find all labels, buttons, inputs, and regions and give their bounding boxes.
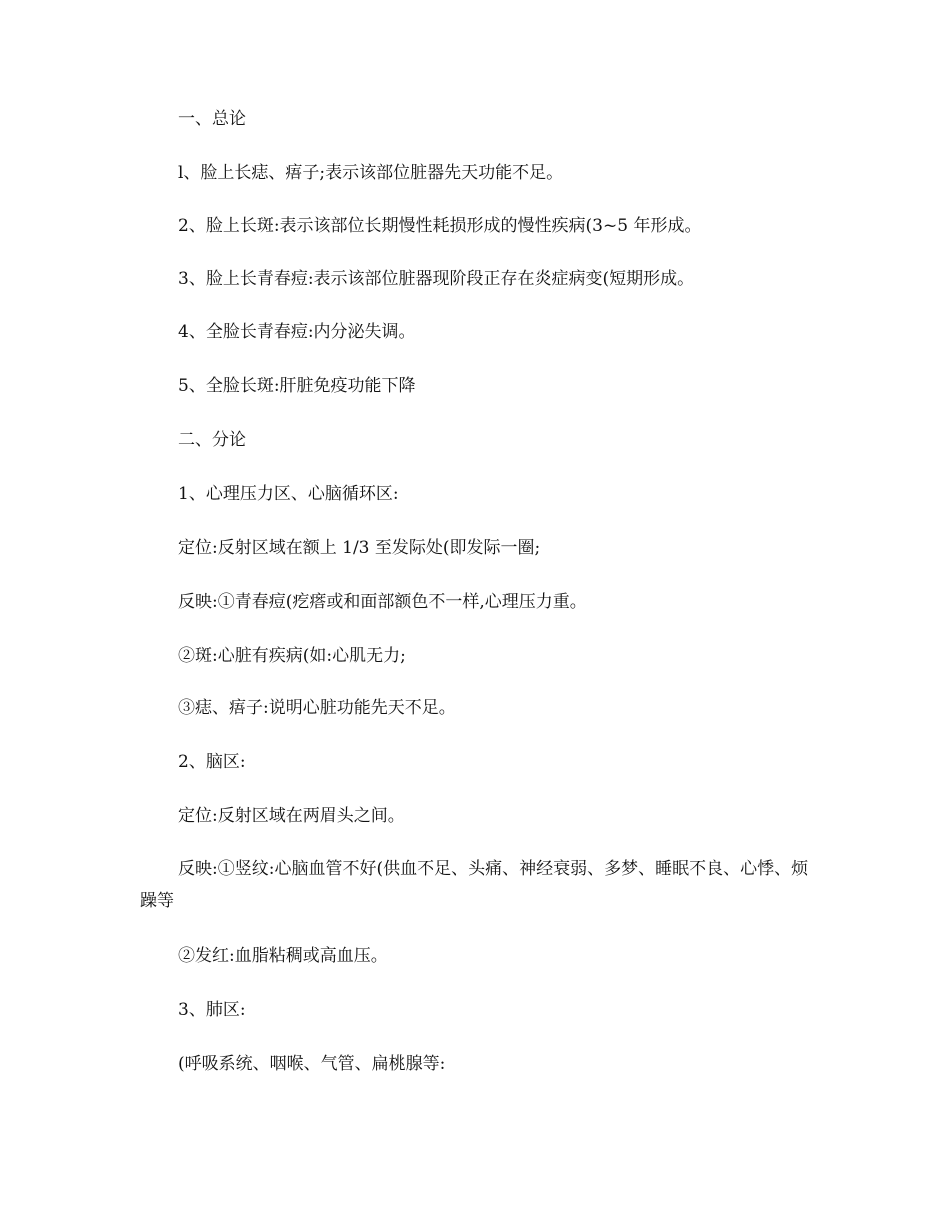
subheading-line: 2、脑区: (178, 752, 246, 772)
paragraph-line: ②发红:血脂粘稠或高血压。 (178, 946, 388, 966)
paragraph-line: ②斑:心脏有疾病(如:心肌无力; (178, 646, 406, 666)
subheading-line: 3、肺区: (178, 1000, 246, 1020)
paragraph-line: 5、全脸长斑:肝脏免疫功能下降 (178, 376, 416, 396)
paragraph-line: 4、全脸长青春痘:内分泌失调。 (178, 322, 416, 342)
section-heading-detail: 二、分论 (178, 430, 246, 450)
paragraph-line: 定位:反射区域在额上 1/3 至发际处(即发际一圈; (178, 538, 541, 558)
paragraph-line: l、脸上长痣、痦子;表示该部位脏器先天功能不足。 (178, 163, 564, 183)
paragraph-line: 反映:①青春痘(疙瘩或和面部额色不一样,心理压力重。 (178, 592, 587, 612)
paragraph-line: 定位:反射区域在两眉头之间。 (178, 806, 405, 826)
paragraph-wrapped: 反映:①竖纹:心脑血管不好(供血不足、头痛、神经衰弱、多梦、睡眠不良、心悸、烦躁等 (140, 859, 809, 911)
section-heading-general: 一、总论 (178, 109, 246, 129)
subheading-line: 1、心理压力区、心脑循环区: (178, 484, 399, 504)
paragraph-line: ③痣、痦子:说明心脏功能先天不足。 (178, 698, 456, 718)
paragraph-line: 3、脸上长青春痘:表示该部位脏器现阶段正存在炎症病变(短期形成。 (178, 269, 695, 289)
paragraph-line: (呼吸系统、咽喉、气管、扁桃腺等: (178, 1054, 446, 1074)
paragraph-line: 2、脸上长斑:表示该部位长期慢性耗损形成的慢性疾病(3~5 年形成。 (178, 216, 702, 236)
